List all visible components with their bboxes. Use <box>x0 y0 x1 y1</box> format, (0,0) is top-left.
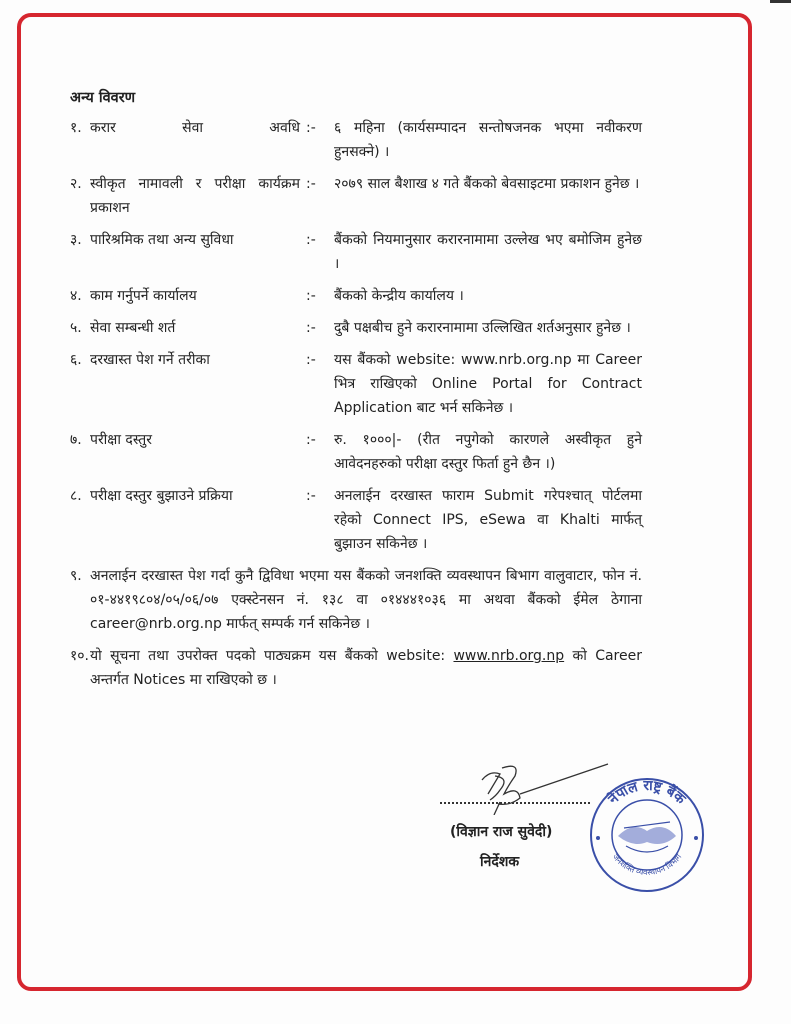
detail-label: काम गर्नुपर्ने कार्यालय <box>90 288 197 304</box>
text-before-link: यो सूचना तथा उपरोक्त पदको पाठ्यक्रम यस बैंकको website: <box>90 648 454 664</box>
detail-label: करार सेवा अवधि <box>90 120 300 136</box>
detail-row <box>70 116 642 164</box>
paragraph-9 <box>70 564 642 636</box>
detail-row <box>70 172 642 220</box>
text-after-link: को Career अन्तर्गत Notices मा राखिएको छ । <box>90 648 642 688</box>
section-heading: अन्य विवरण <box>70 90 136 106</box>
detail-label: सेवा सम्बन्धी शर्त <box>90 320 176 336</box>
detail-row <box>70 348 642 420</box>
detail-number: ४. <box>70 288 82 304</box>
detail-number: ८. <box>70 488 82 504</box>
detail-separator: :- <box>306 432 316 448</box>
detail-row <box>70 428 642 476</box>
signer-name: (विज्ञान राज सुवेदी) <box>450 824 553 840</box>
official-stamp-icon <box>588 776 706 894</box>
detail-separator: :- <box>306 488 316 504</box>
detail-value: दुबै पक्षबीच हुने करारनामामा उल्लिखित शर्तअनुसार हुनेछ । <box>334 320 631 336</box>
detail-row <box>70 484 642 556</box>
detail-value: ६ महिना (कार्यसम्पादन सन्तोषजनक भएमा नवीकरण हुनसक्ने) । <box>334 120 642 160</box>
signature-block <box>440 760 740 900</box>
detail-number: ३. <box>70 232 82 248</box>
detail-separator: :- <box>306 176 316 192</box>
detail-label: परीक्षा दस्तुर बुझाउने प्रक्रिया <box>90 488 233 504</box>
detail-separator: :- <box>306 320 316 336</box>
detail-value: यस बैंकको website: www.nrb.org.np मा Career भित्र राखिएको Online Portal for Contract Application बाट भर्न सकिनेछ । <box>334 352 642 416</box>
detail-number: ७. <box>70 432 82 448</box>
details-list <box>70 116 642 556</box>
website-link[interactable]: www.nrb.org.np <box>453 648 565 664</box>
paragraph-number: ९. <box>70 568 82 584</box>
paragraph-text: अनलाईन दरखास्त पेश गर्दा कुनै द्विविधा भएमा यस बैंकको जनशक्ति व्यवस्थापन बिभाग वालुवाटार, फोन नं. ०१-४४१९८०४/०५/०६/०७ एक्स्टेनसन नं. १३८ वा ०१४४४१०३६ मा अथवा बैंकको ईमेल ठेगाना career@nrb.org.np मार्फत् सम्पर्क गर्न सकिनेछ । <box>90 568 642 632</box>
signature-line <box>440 802 590 804</box>
detail-separator: :- <box>306 120 316 136</box>
paragraph-number: १०. <box>70 648 90 664</box>
detail-value: २०७९ साल बैशाख ४ गते बैंकको बेवसाइटमा प्रकाशन हुनेछ । <box>334 176 640 192</box>
detail-value: बैंकको नियमानुसार करारनामामा उल्लेख भए बमोजिम हुनेछ । <box>334 232 642 272</box>
svg-text:नेपाल राष्ट्र बैंक: नेपाल राष्ट्र बैंक <box>605 777 689 808</box>
detail-number: २. <box>70 176 82 192</box>
detail-separator: :- <box>306 288 316 304</box>
detail-value: अनलाईन दरखास्त फाराम Submit गरेपश्चात् पोर्टलमा रहेको Connect IPS, eSewa वा Khalti मार्फत् बुझाउन सकिनेछ । <box>334 488 642 552</box>
detail-value: बैंकको केन्द्रीय कार्यालय । <box>334 288 464 304</box>
svg-text:जनशक्ति व्यवस्थापन विभाग: जनशक्ति व्यवस्थापन विभाग <box>610 852 684 877</box>
detail-label: दरखास्त पेश गर्ने तरीका <box>90 352 210 368</box>
detail-number: ५. <box>70 320 82 336</box>
detail-value: रु. १०००|- (रीत नपुगेको कारणले अस्वीकृत हुने आवेदनहरुको परीक्षा दस्तुर फिर्ता हुने छैन ।) <box>334 432 642 472</box>
detail-label: स्वीकृत नामावली र परीक्षा कार्यक्रम प्रकाशन <box>90 176 300 216</box>
paragraph-text <box>90 644 642 692</box>
detail-separator: :- <box>306 232 316 248</box>
detail-row <box>70 284 642 308</box>
detail-number: १. <box>70 120 82 136</box>
detail-number: ६. <box>70 352 82 368</box>
scan-edge-line <box>770 0 791 3</box>
detail-label: परीक्षा दस्तुर <box>90 432 153 448</box>
signer-title: निर्देशक <box>480 854 520 870</box>
detail-separator: :- <box>306 352 316 368</box>
detail-row <box>70 316 642 340</box>
detail-row <box>70 228 642 276</box>
detail-label: पारिश्रमिक तथा अन्य सुविधा <box>90 232 234 248</box>
paragraph-10 <box>70 644 642 692</box>
document-body <box>70 86 642 700</box>
